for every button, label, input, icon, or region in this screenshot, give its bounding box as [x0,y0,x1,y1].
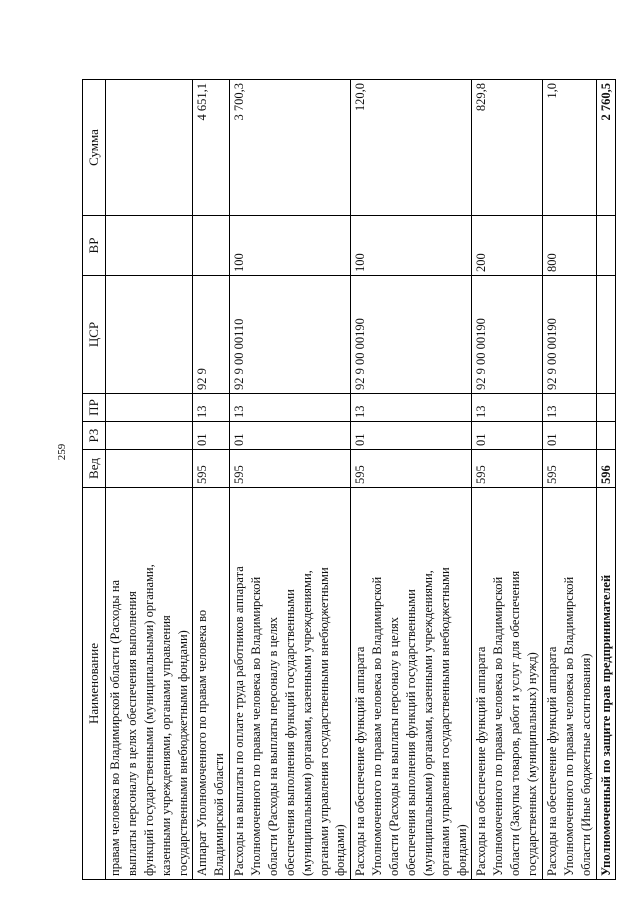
cell-csr: 92 9 [193,276,230,394]
cell-name: Расходы на обеспечение функций аппарата Уполномоченного по правам человека во Владимирской области (Иные бюджетные ассигнования) [542,488,596,880]
cell-csr [106,276,193,394]
cell-pr: 13 [542,394,596,422]
cell-sum: 2 760,5 [596,80,616,216]
cell-vr [596,216,616,276]
cell-vr [106,216,193,276]
cell-sum: 1,0 [542,80,596,216]
cell-sum: 120,0 [351,80,472,216]
cell-vr [193,216,230,276]
cell-pr: 13 [230,394,351,422]
table-row [106,80,193,880]
cell-csr [596,276,616,394]
cell-sum: 3 700,3 [230,80,351,216]
cell-vr: 800 [542,216,596,276]
cell-name: Расходы на обеспечение функций аппарата Уполномоченного по правам человека во Владимирской области (Закупка товаров, работ и услуг для обеспечения государственных (муниципальных) нужд) [472,488,543,880]
cell-name: Аппарат Уполномоченного по правам человека во Владимирской области [193,488,230,880]
cell-vr: 100 [230,216,351,276]
header-pr: ПР [83,394,106,422]
table-header-row [83,80,106,880]
cell-name: Расходы на выплаты по оплате труда работников аппарата Уполномоченного по правам человека во Владимирской области (Расходы на выплаты персоналу в целях обеспечения выполнения функций государственными (муниципальными) органами, казенными учреждениями, органами управления государственными внебюджетными фондами) [230,488,351,880]
table-row [193,80,230,880]
budget-table [82,79,616,880]
budget-table-rotated [82,80,614,880]
cell-rz: 01 [472,422,543,450]
cell-ved: 595 [193,450,230,488]
table-row [351,80,472,880]
cell-ved: 595 [472,450,543,488]
header-rz: РЗ [83,422,106,450]
cell-rz: 01 [351,422,472,450]
cell-pr: 13 [193,394,230,422]
page-number: 259 [56,443,68,461]
cell-ved [106,450,193,488]
cell-ved: 595 [230,450,351,488]
cell-rz [106,422,193,450]
cell-pr [106,394,193,422]
cell-rz: 01 [193,422,230,450]
cell-sum [106,80,193,216]
cell-sum: 4 651,1 [193,80,230,216]
header-csr: ЦСР [83,276,106,394]
cell-name: правам человека во Владимирской области (Расходы на выплаты персоналу в целях обеспечения выполнения функций государственными (муниципальными) органами, казенными учреждениями, органами управления государственными внебюджетными фондами) [106,488,193,880]
table-row [542,80,596,880]
header-name: Наименование [83,488,106,880]
cell-pr: 13 [472,394,543,422]
cell-ved: 596 [596,450,616,488]
cell-rz: 01 [230,422,351,450]
cell-rz: 01 [542,422,596,450]
cell-csr: 92 9 00 00110 [230,276,351,394]
cell-name: Уполномоченный по защите прав предпринимателей [596,488,616,880]
cell-pr: 13 [351,394,472,422]
header-ved: Вед [83,450,106,488]
table-row-total [596,80,616,880]
table-row [472,80,543,880]
header-sum: Сумма [83,80,106,216]
cell-csr: 92 9 00 00190 [351,276,472,394]
cell-csr: 92 9 00 00190 [472,276,543,394]
cell-csr: 92 9 00 00190 [542,276,596,394]
cell-vr: 100 [351,216,472,276]
cell-rz [596,422,616,450]
cell-ved: 595 [351,450,472,488]
header-vr: ВР [83,216,106,276]
cell-vr: 200 [472,216,543,276]
cell-pr [596,394,616,422]
cell-name: Расходы на обеспечение функций аппарата Уполномоченного по правам человека во Владимирской области (Расходы на выплаты персоналу в целях обеспечения выполнения функций государственными (муниципальными) органами, казенными учреждениями, органами управления государственными внебюджетными фондами) [351,488,472,880]
table-row [230,80,351,880]
cell-sum: 829,8 [472,80,543,216]
cell-ved: 595 [542,450,596,488]
